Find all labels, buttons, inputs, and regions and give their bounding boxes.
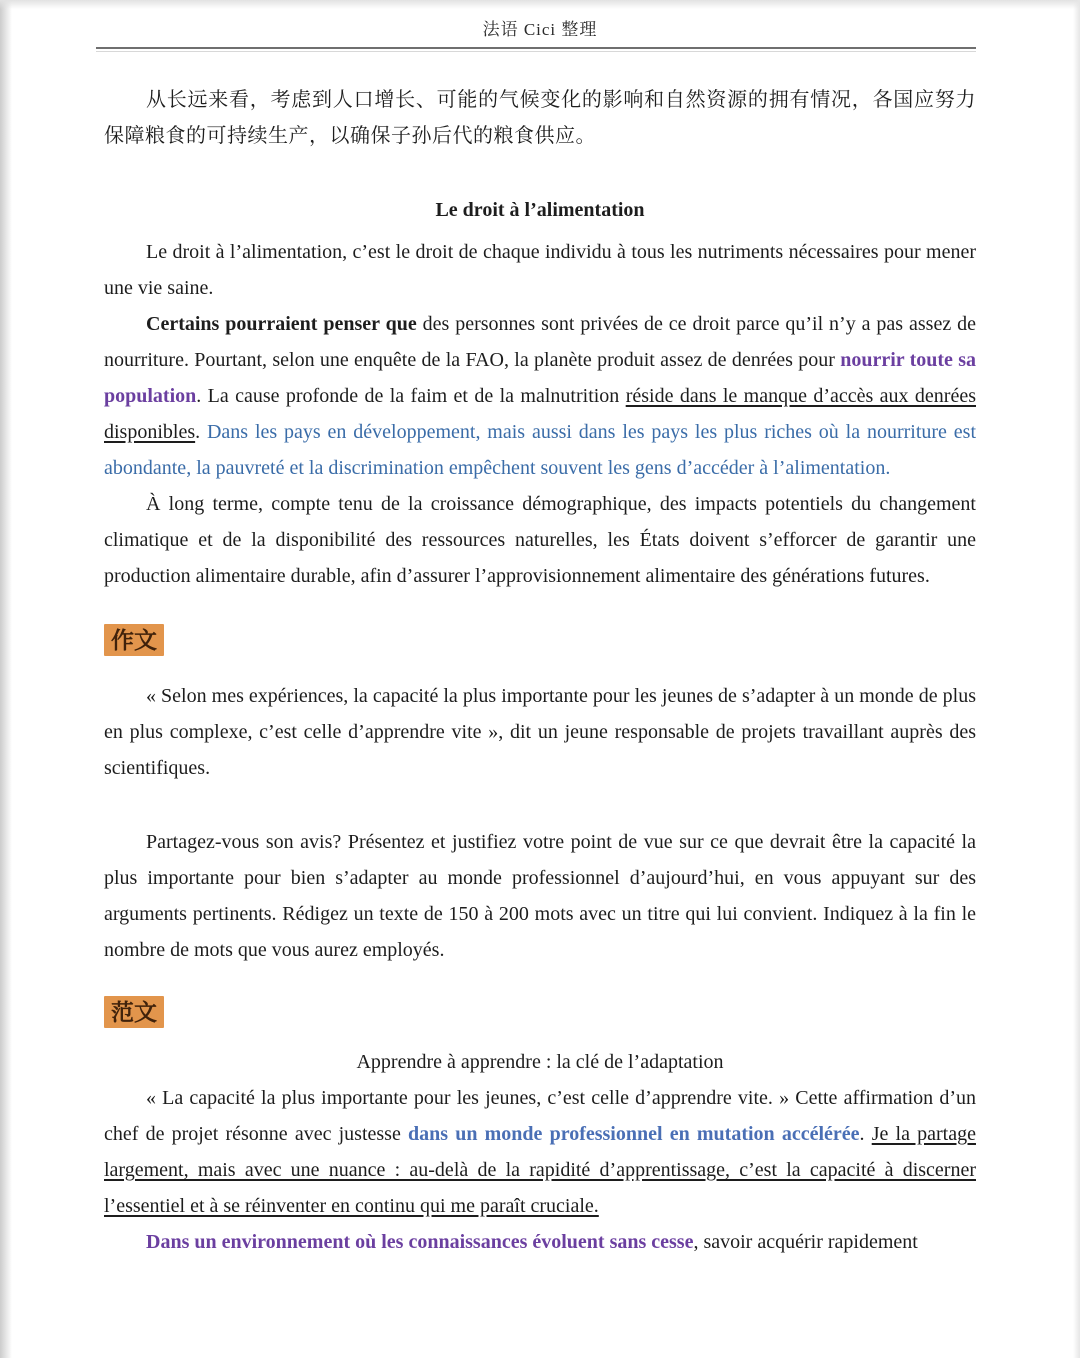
model-label-badge: 范文 [104,996,164,1028]
text-run: dans un monde professionnel en mutation accélérée [408,1123,860,1145]
text-run: , savoir acquérir rapidement [693,1231,918,1253]
text-run: . [195,421,207,443]
page-header [0,0,1080,52]
text-run: « La capacité la plus importante pour les jeunes, c’est celle d’apprendre vite. » Cette affirmation d’un chef de projet résonne avec justesse [104,1087,976,1145]
model-paragraph-2 [104,1224,976,1260]
document-content [0,82,1080,1260]
text-run: . La cause profonde de la faim et de la malnutrition [196,385,626,407]
intro-paragraph-chinese: 从长远来看，考虑到人口增长、可能的气候变化的影响和自然资源的拥有情况，各国应努力保障粮食的可持续生产，以确保子孙后代的粮食供应。 [104,89,976,147]
section-paragraph-1: Le droit à l’alimentation, c’est le droit de chaque individu à tous les nutriments nécessaires pour mener une vie saine. [104,241,976,299]
section-title: Le droit à l’alimentation [435,199,645,221]
model-paragraph-1 [104,1080,976,1224]
text-run: Dans un environnement où les connaissances évoluent sans cesse [146,1231,694,1253]
text-run: Je la partage largement, mais avec une nuance : au-delà de la rapidité d’apprentissage, c’est la capacité à discerner l’essentiel et à se réinventer en continu qui me paraît cruciale. [104,1123,976,1217]
essay-label-row [104,624,976,656]
essay-quote-paragraph: « Selon mes expériences, la capacité la plus importante pour les jeunes de s’adapter à un monde de plus en plus complexe, c’est celle d’apprendre vite », dit un jeune responsable de projets travaillant auprès des scientifiques. [104,685,976,779]
header-title: 法语 Cici 整理 [482,20,598,39]
model-label-row [104,996,976,1028]
section-paragraph-2 [104,306,976,486]
model-essay-title: Apprendre à apprendre : la clé de l’adaptation [356,1051,724,1073]
essay-task-paragraph: Partagez-vous son avis? Présentez et justifiez votre point de vue sur ce que devrait être la capacité la plus importante pour bien s’adapter au monde professionnel d’aujourd’hui, en vous appuyant sur des arguments pertinents. Rédigez un texte de 150 à 200 mots avec un titre qui lui convient. Indiquez à la fin le nombre de mots que vous aurez employés. [104,831,976,961]
header-rule [96,47,976,52]
section-paragraph-3: À long terme, compte tenu de la croissance démographique, des impacts potentiels du changement climatique et de la disponibilité des ressources naturelles, les États doivent s’efforcer de garantir une production alimentaire durable, afin d’assurer l’approvisionnement alimentaire des générations futures. [104,493,976,587]
essay-label-badge: 作文 [104,624,164,656]
text-run: . [859,1123,872,1145]
text-run: réside dans le manque d’accès aux denrées disponibles [104,385,976,443]
text-run: nourrir toute sa population [104,349,976,407]
text-run: Dans les pays en développement, mais aussi dans les pays les plus riches où la nourriture est abondante, la pauvreté et la discrimination empêchent souvent les gens d’accéder à l’alimentation. [104,421,976,479]
text-run: Certains pourraient penser que [146,313,423,335]
text-run: des personnes sont privées de ce droit parce qu’il n’y a pas assez de nourriture. Pourtant, selon une enquête de la FAO, la planète produit assez de denrées pour [104,313,976,371]
